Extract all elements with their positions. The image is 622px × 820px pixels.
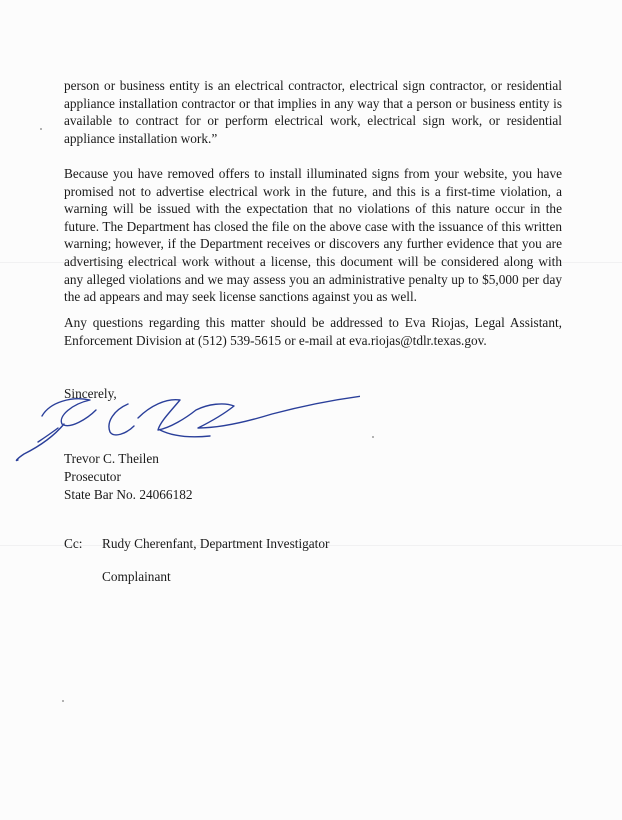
paragraph-statute-quote: person or business entity is an electrical contractor, electrical sign contractor, or residential appliance installation contractor or that implies in any way that a person or business entity is available to contract for or perform electrical work, electrical sign work, or residential appliance installation work.”	[64, 78, 562, 146]
paragraph-warning: Because you have removed offers to install illuminated signs from your website, you have promised not to advertise electrical work in the future, and this is a first-time violation, a warning will be issued with the expectation that no violations of this nature occur in the future. The Department has closed the file on the above case with the issuance of this written warning; however, if the Department receives or discovers any further evidence that you are advertising electrical work without a license, this document will be considered along with any alleged violations and we may assess you an administrative penalty up to $5,000 per day the ad appears and may seek license sanctions against you as well.	[64, 166, 562, 305]
paragraph-contact: Any questions regarding this matter should be addressed to Eva Riojas, Legal Assistant, Enforcement Division at (512) 539-5615 or e-mail at eva.riojas@tdlr.texas.gov.	[64, 315, 562, 348]
scan-speck	[62, 700, 64, 702]
signer-title: Prosecutor	[64, 469, 121, 484]
cc-recipient: Complainant	[102, 569, 171, 584]
cc-label: Cc:	[64, 536, 83, 551]
scan-artifact	[0, 262, 622, 263]
scan-speck	[40, 128, 42, 130]
signer-name: Trevor C. Theilen	[64, 451, 159, 466]
cc-recipient: Rudy Cherenfant, Department Investigator	[102, 536, 330, 551]
closing: Sincerely,	[64, 386, 117, 401]
scan-speck	[372, 436, 374, 438]
scan-artifact	[0, 545, 622, 546]
signer-bar-number: State Bar No. 24066182	[64, 487, 193, 502]
handwritten-signature	[10, 388, 360, 468]
